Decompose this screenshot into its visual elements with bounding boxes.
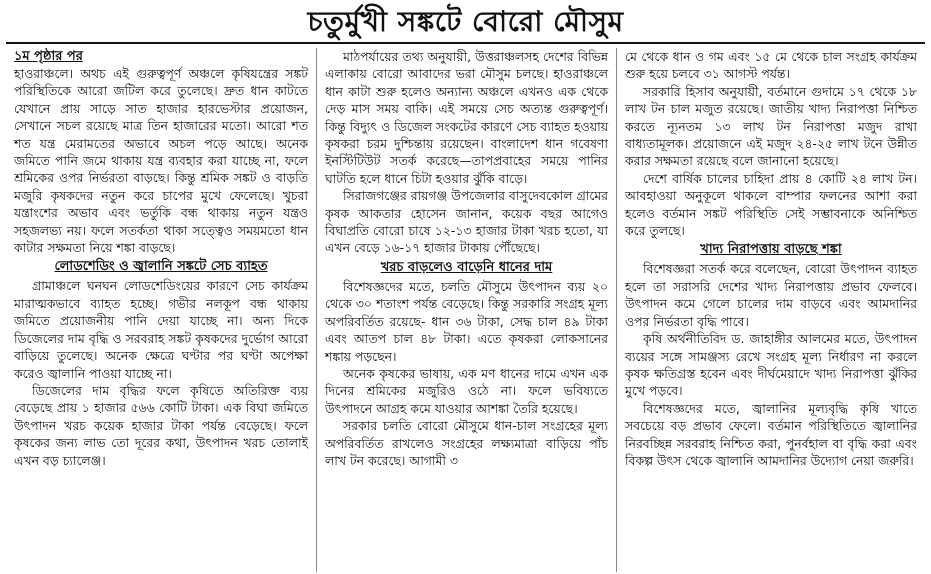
subheading-text: খরচ বাড়লেও বাড়েনি ধানের দাম: [380, 259, 553, 275]
column-3: [616, 48, 925, 572]
subheading-text: লোডশেডিং ও জ্বালানি সঙ্কটে সেচ ব্যাহত: [54, 259, 268, 275]
paragraph: বিশেষজ্ঞদের মতে, চলতি মৌসুমে উৎপাদন ব্যয় ২০ থেকে ৩০ শতাংশ পর্যন্ত বেড়েছে। কিন্তু সরকারি সংগ্রহ মূল্য অপরিবর্তিত রয়েছে- ধান ৩৬ টাকা, সেদ্ধ চাল ৪৯ টাকা এবং আতপ চাল ৪৮ টাকা। এতে কৃষকরা লোকসানের শঙ্কায় পড়ছেন।: [325, 278, 608, 364]
paragraph: কৃষি অর্থনীতিবিদ ড. জাহাঙ্গীর আলমের মতে, উৎপাদন ব্যয়ের সঙ্গে সামঞ্জস্য রেখে সংগ্রহ মূল্য নির্ধারণ না করলে কৃষক ক্ষতিগ্রস্ত হবেন এবং দীর্ঘমেয়াদে খাদ্য নিরাপত্তা ঝুঁকির মুখে পড়বে।: [625, 331, 917, 399]
paragraph: গ্রামাঞ্চলে ঘনঘন লোডশেডিংয়ের কারণে সেচ কার্যক্রম মারাত্মকভাবে ব্যাহত হচ্ছে। গভীর নলকূপ বন্ধ থাকায় জমিতে প্রয়োজনীয় পানি দেয়া যাচ্ছে না। অন্য দিকে ডিজেলের দাম বৃদ্ধি ও সরবরাহ সঙ্কট কৃষকদের দুর্ভোগ আরো বাড়িয়ে তুলেছে। অনেক ক্ষেত্রে ঘণ্টার পর ঘণ্টা অপেক্ষা করেও জ্বালানি পাওয়া যাচ্ছে না।: [14, 278, 308, 381]
subheading: [14, 258, 308, 276]
newspaper-page: [0, 2, 931, 574]
paragraph: অনেক কৃষকের ভাষায়, এক মণ ধানের দামে এখন এক দিনের শ্রমিকের মজুরিও ওঠে না। ফলে ভবিষ্যতে উৎপাদনে আগ্রহ কমে যাওয়ার আশঙ্কা তৈরি হয়েছে।: [325, 365, 608, 416]
headline-rule: [6, 42, 925, 44]
column-1: [6, 48, 316, 572]
paragraph: বিশেষজ্ঞদের মতে, জ্বালানির মূল্যবৃদ্ধি কৃষি খাতে সবচেয়ে বড় প্রভাব ফেলে। বর্তমান পরিস্থিতিতে জ্বালানির নিরবচ্ছিন্ন সরবরাহ নিশ্চিত করা, পুনর্বহাল বা বৃদ্ধি করা এবং বিকল্প উৎস থেকে জ্বালানি আমদানির উদ্যোগ নেয়া জরুরি।: [625, 400, 917, 468]
paragraph: সরকারি হিসাব অনুযায়ী, বর্তমানে গুদামে ১৭ থেকে ১৮ লাখ টন চাল মজুত রয়েছে। জাতীয় খাদ্য নিরাপত্তা নিশ্চিত করতে ন্যূনতম ১৩ লাখ টন নিরাপত্তা মজুদ রাখা বাধ্যতামূলক। প্রয়োজনে এই মজুদ ২৪-২৫ লাখ টনে উন্নীত করার সক্ষমতা রয়েছে বলে জানানো হয়েছে।: [625, 83, 917, 169]
paragraph: দেশে বার্ষিক চালের চাহিদা প্রায় ৪ কোটি ২৪ লাখ টন। আবহাওয়া অনুকূলে থাকলে বাম্পার ফলনের আশা করা হলেও বর্তমান সঙ্কট পরিস্থিতি সেই সম্ভাবনাকে অনিশ্চিত করে তুলছে।: [625, 170, 917, 239]
paragraph: মে থেকে ধান ও গম এবং ১৫ মে থেকে চাল সংগ্রহ কার্যক্রম শুরু হয়ে চলবে ৩১ আগস্ট পর্যন্ত।: [625, 49, 917, 82]
paragraph: সিরাজগঞ্জের রায়গঞ্জ উপজেলার বাসুদেবকোল গ্রামের কৃষক আকতার হোসেন জানান, কয়েক বছর আগেও বিঘাপ্রতি বোরো চাষে ১২-১৩ হাজার টাকা খরচ হতো, যা এখন বেড়ে ১৬-১৭ হাজার টাকায় পৌঁছেছে।: [325, 188, 608, 256]
paragraph: সরকার চলতি বোরো মৌসুমে ধান-চাল সংগ্রহের মূল্য অপরিবর্তিত রাখলেও সংগ্রহের লক্ষ্যমাত্রা বাড়িয়ে পাঁচ লাখ টন করেছে। আগামী ৩: [325, 418, 608, 468]
column-2: [316, 48, 616, 572]
paragraph: বিশেষজ্ঞরা সতর্ক করে বলেছেন, বোরো উৎপাদন ব্যাহত হলে তা সরাসরি দেশের খাদ্য নিরাপত্তায় প্রভাব ফেলবে। উৎপাদন কমে গেলে চালের দাম বাড়বে এবং আমদানির ওপর নির্ভরতা বৃদ্ধি পাবে।: [625, 261, 917, 329]
subheading: [625, 241, 917, 259]
continued-label: ১ম পৃষ্ঠার পর: [14, 49, 83, 64]
subheading: [325, 259, 608, 277]
subheading-text: খাদ্য নিরাপত্তায় বাড়ছে শঙ্কা: [700, 242, 842, 258]
article-columns: [6, 48, 925, 572]
paragraph: ডিজেলের দাম বৃদ্ধির ফলে কৃষিতে অতিরিক্ত ব্যয় বেড়েছে প্রায় ১ হাজার ৫৬৬ কোটি টাকা। এক বিঘা জমিতে উৎপাদন খরচ কয়েক হাজার টাকা পর্যন্ত বেড়েছে। ফলে কৃষকের জন্য লাভ তো দূরের কথা, উৎপাদন খরচ তোলাই এখন বড় চ্যালেঞ্জ।: [14, 382, 308, 468]
paragraph: মাঠপর্যায়ের তথ্য অনুযায়ী, উত্তরাঞ্চলসহ দেশের বিভিন্ন এলাকায় বোরো আবাদের ভরা মৌসুম চলছে। হাওরাঞ্চলে ধান কাটা শুরু হলেও অন্যান্য অঞ্চলে এখনও এক থেকে দেড় মাস সময় বাকি। এই সময়ে সেচ অত্যন্ত গুরুত্বপূর্ণ। কিন্তু বিদ্যুৎ ও ডিজেল সংকটের কারণে সেচ ব্যাহত হওয়ায় কৃষকরা চরম দুশ্চিন্তায় রয়েছেন। বাংলাদেশ ধান গবেষণা ইনস্টিটিউট সতর্ক করেছে—তাপপ্রবাহের সময়ে পানির ঘাটতি হলে ধানে চিটা হওয়ার ঝুঁকি বাড়ে।: [325, 49, 608, 186]
headline: চতুর্মুখী সঙ্কটে বোরো মৌসুম: [307, 5, 624, 38]
paragraph: হাওরাঞ্চলে। অথচ এই গুরুত্বপূর্ণ অঞ্চলে কৃষিযন্ত্রের সঙ্কট পরিস্থিতিকে আরো জটিল করে তুলেছে। দ্রুত ধান কাটতে যেখানে প্রায় সাড়ে সাত হাজার হারভেস্টার প্রয়োজন, সেখানে সচল রয়েছে মাত্র তিন হাজারের মতো। আরো শত শত যন্ত্র মেরামতের অভাবে অচল পড়ে আছে। অনেক জমিতে পানি জমে থাকায় যন্ত্র ব্যবহার করা যাচ্ছে না, ফলে শ্রমিকের ওপর নির্ভরতা বাড়ছে। কিন্তু শ্রমিক সঙ্কট ও বাড়তি মজুরি কৃষকদের নতুন করে চাপের মুখে ফেলেছে। খুচরা যন্ত্রাংশের অভাব এবং ভর্তুকি বন্ধ থাকায় নতুন যন্ত্রও সহজলভ্য নয়। ফলে সতর্কতা থাকা সত্ত্বেও সময়মতো ধান কাটার সক্ষমতা নিয়ে শঙ্কা বাড়ছে।: [14, 66, 308, 256]
